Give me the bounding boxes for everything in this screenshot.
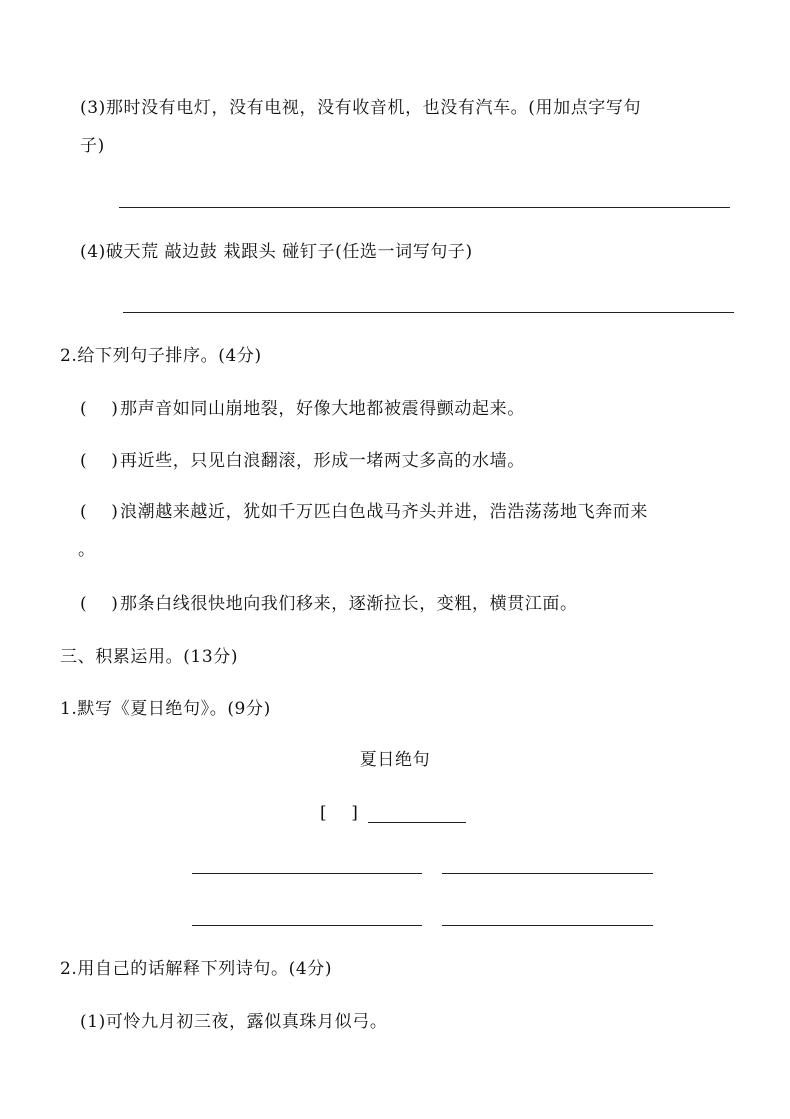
poem-line-1-blank[interactable] (192, 873, 422, 874)
sort-item-3-text: 浪潮越来越近，犹如千万匹白色战马齐头并进，浩浩荡荡地飞奔而来 (120, 502, 648, 522)
item3-answer-line[interactable] (119, 207, 730, 208)
author-blank-line[interactable] (368, 822, 466, 823)
item4-prompt: (4)破天荒 敲边鼓 栽跟头 碰钉子(任选一词写句子) (80, 242, 473, 262)
item3-line1: (3)那时没有电灯，没有电视，没有收音机，也没有汽车。(用加点字写句 (80, 98, 642, 118)
sort-item-4-text: 那条白线很快地向我们移来，逐渐拉长，变粗，横贯江面。 (120, 594, 578, 614)
poem-line-2-blank[interactable] (442, 873, 653, 874)
sort-item-1 (80, 399, 525, 419)
dynasty-bracket[interactable]: [ ] (320, 803, 359, 823)
order-blank-2[interactable]: ( ) (80, 451, 119, 471)
sort-item-3 (80, 502, 648, 522)
item3-line2: 子) (80, 136, 105, 156)
sort-item-4 (80, 594, 578, 614)
poem-title: 夏日绝句 (359, 750, 431, 770)
order-blank-3[interactable]: ( ) (80, 502, 119, 522)
poem-line-3-blank[interactable] (192, 925, 422, 926)
sort-item-1-text: 那声音如同山崩地裂，好像大地都被震得颤动起来。 (120, 399, 525, 419)
section2-heading: 2.给下列句子排序。(4分) (60, 346, 262, 366)
q1-heading: 1.默写《夏日绝句》。(9分) (60, 699, 271, 719)
sort-item-3-tail: 。 (78, 540, 96, 560)
poem-line-4-blank[interactable] (442, 925, 653, 926)
q2-item-1: (1)可怜九月初三夜，露似真珠月似弓。 (80, 1012, 388, 1032)
section3-heading: 三、积累运用。(13分) (60, 647, 239, 667)
sort-item-2 (80, 451, 525, 471)
sort-item-2-text: 再近些，只见白浪翻滚，形成一堵两丈多高的水墙。 (120, 451, 525, 471)
item4-answer-line[interactable] (123, 312, 734, 313)
order-blank-4[interactable]: ( ) (80, 594, 119, 614)
order-blank-1[interactable]: ( ) (80, 399, 119, 419)
q2-heading: 2.用自己的话解释下列诗句。(4分) (60, 959, 333, 979)
